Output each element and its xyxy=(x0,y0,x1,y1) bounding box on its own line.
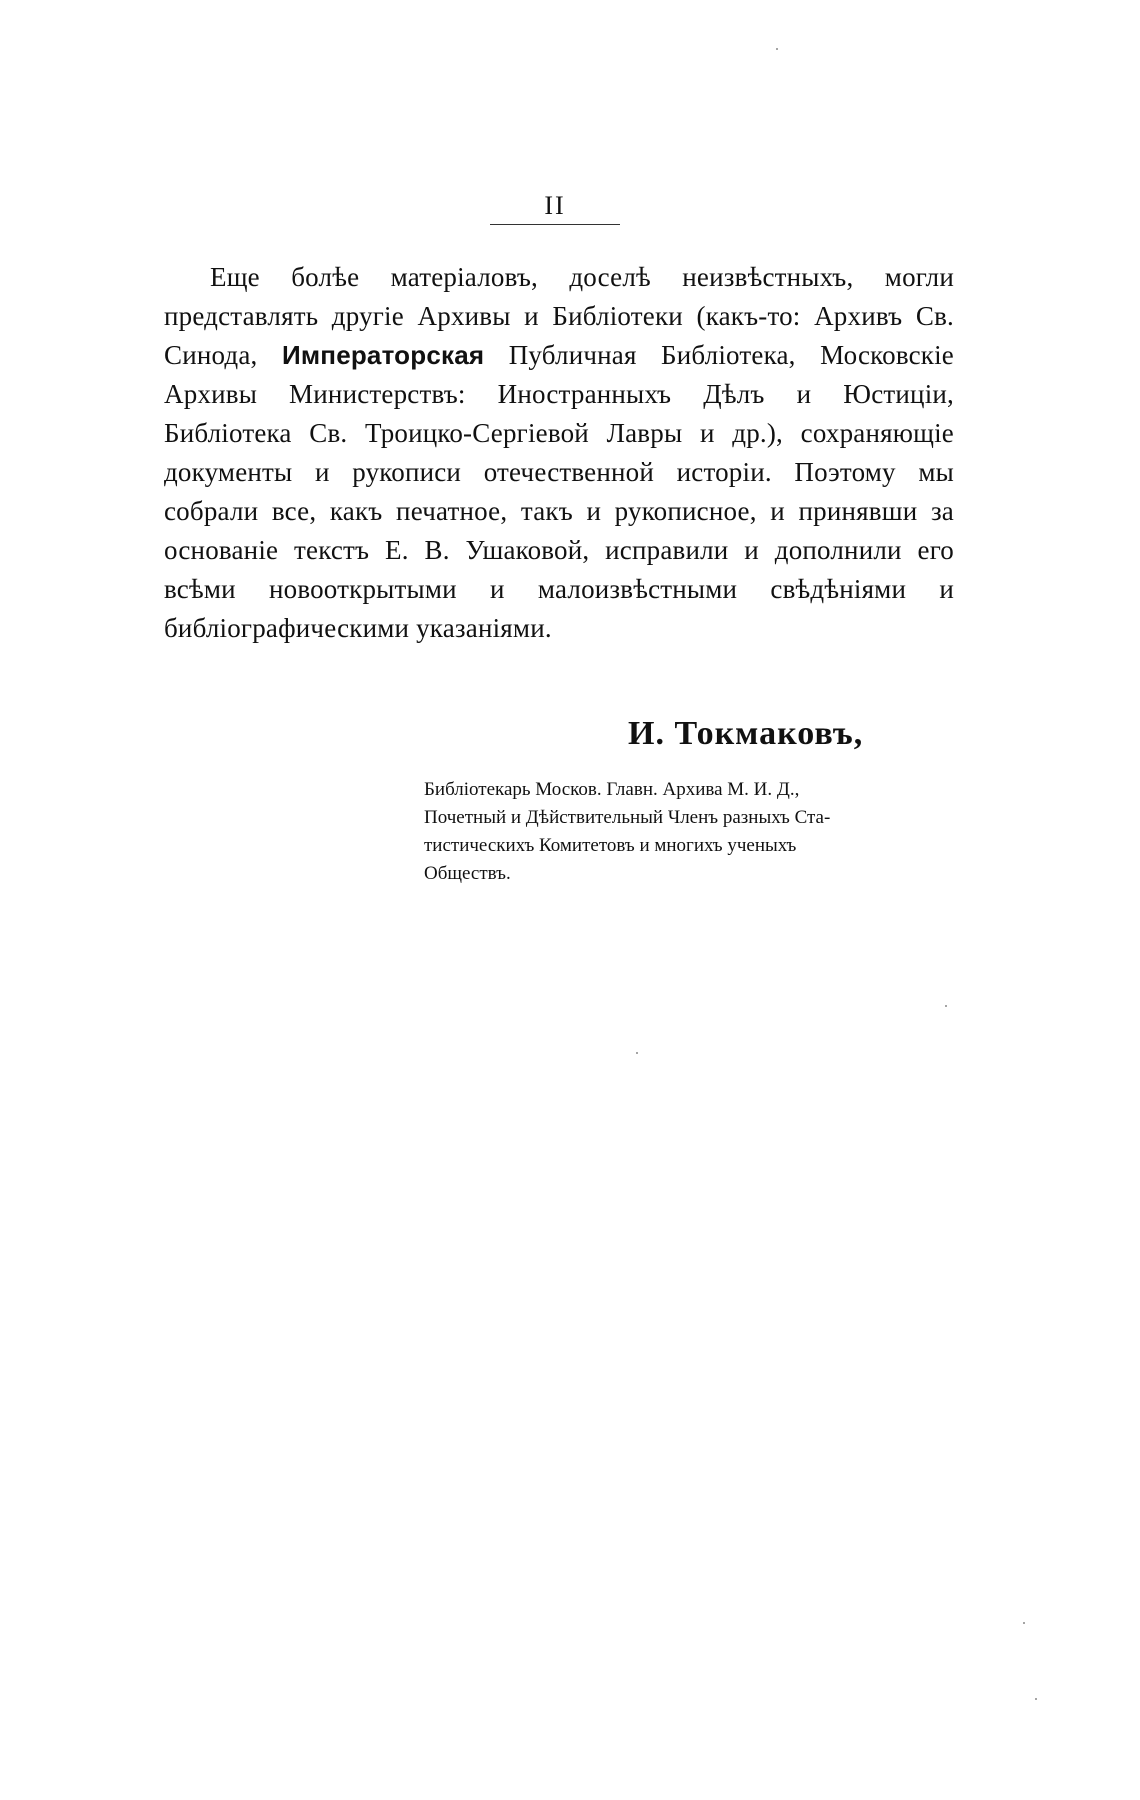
credentials-line: Обществъ. xyxy=(424,863,511,884)
main-paragraph xyxy=(164,258,954,648)
scan-speck xyxy=(636,1052,638,1054)
signature-credentials xyxy=(424,776,924,888)
scan-speck xyxy=(1023,1622,1025,1624)
scan-speck xyxy=(945,1005,947,1007)
credentials-line: Почетный и Дѣйствительный Членъ разныхъ Ста- xyxy=(424,807,831,828)
signature-name: И. Токмаковъ, xyxy=(628,715,864,752)
scan-speck xyxy=(1035,1698,1037,1700)
header-rule xyxy=(490,224,620,225)
credentials-line: тистическихъ Комитетовъ и многихъ ученыхъ xyxy=(424,835,797,856)
page-number: II xyxy=(544,191,566,220)
scan-speck xyxy=(776,48,778,50)
credentials-line: Библіотекарь Москов. Главн. Архива М. И. Д., xyxy=(424,779,800,800)
paragraph-bold-word: Императорская xyxy=(281,340,485,370)
page-header xyxy=(490,190,620,225)
paragraph-text-part-1: Еще болѣе матеріаловъ, доселѣ неизвѣстныхъ, могли представлять другіе Архивы и Библіотеки (какъ-то: Архивъ Св. Синода, xyxy=(164,262,954,370)
paragraph-text-part-2: Публичная Библіотека, Московскіе Архивы Министерствъ: Иностранныхъ Дѣлъ и Юстиціи, Библіотека Св. Троицко-Сергіевой Лавры и др.), сохраняющіе документы и рукописи отечественной исторіи. Поэтому мы собрали все, какъ печатное, такъ и рукописное, и принявши за основаніе текстъ Е. В. Ушаковой, исправили и дополнили его всѣми новооткрытыми и малоизвѣстными свѣдѣніями и библіографическими указаніями. xyxy=(164,340,954,643)
